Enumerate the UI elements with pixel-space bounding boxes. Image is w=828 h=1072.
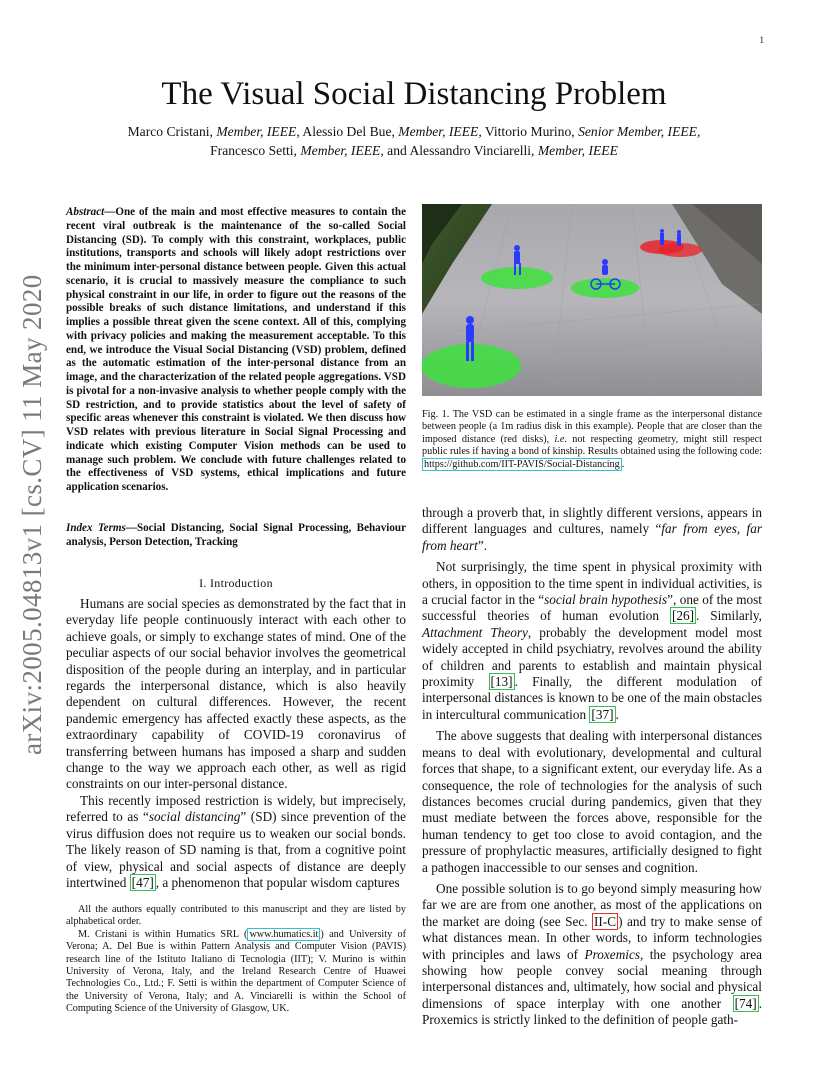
index-terms — [66, 522, 406, 550]
paragraph: The above suggests that dealing with interpersonal distances means to deal with evolutionary, developmental and cultural forces that shape, to a significant extent, our everyday life. As a consequence, the role of technologies for the analysis of such distances becomes crucial during pandemics, given that they must mediate between the forces above, responsible for the human tendency to get too close to avoid contagion, and the pressure of prophylactic measures, artificially designed to fight a pathogen inaccessible to our senses and cognition. — [422, 728, 762, 875]
author-affil: Senior Member, IEEE, — [578, 124, 701, 139]
body-text-right — [422, 505, 762, 1029]
footnote — [66, 904, 406, 1016]
author-affil: Member, IEEE — [537, 143, 618, 158]
author-name: Alessio Del Bue, — [299, 124, 399, 139]
index-terms-label: Index Terms — [66, 522, 126, 534]
author-list — [60, 122, 768, 160]
figure-image — [422, 204, 762, 396]
abstract-text: —One of the main and most effective measures to contain the recent viral outbreak is the maintenance of the so-called Social Distancing (SD). To comply with this constraint, workplaces, public institutions, transports and schools will likely adopt restrictions over the minimum inter-personal distance between people. Given this actual scenario, it is crucial to massively measure the compliance to such physical constraint in our life, in order to figure out the reasons of the possible breaks of such distance limitations, and understand if this implies a possible threat given the scene context. All of this, complying with privacy policies and making the measurement acceptable. To this end, we introduce the Visual Social Distancing (VSD) problem, defined as the automatic estimation of the inter-personal distance from an image, and the characterization of the related people aggregations. VSD is pivotal for a non-invasive analysis to whether people comply with the SD restriction, and to provide statistics about the level of safety of specific areas whenever this constraint is violated. We then discuss how VSD relates with previous literature in Social Signal Processing and indicate which existing Computer Vision methods can be used to manage such problem. We conclude with future challenges related to the effectiveness of VSD systems, ethical implications and future application scenarios. — [66, 206, 406, 493]
citation-link[interactable]: [37] — [591, 706, 614, 722]
citation-link[interactable]: [13] — [490, 674, 513, 690]
paragraph: One possible solution is to go beyond simply measuring how far we are are from one another, as most of the applications on the market are doing (see Sec. II-C ) and try to make sense of what distances mean. In other words, to inform technologies with principles and laws of Proxemics, the psychology area showing how people convey social meaning through interpersonal distances and, ultimately, how social and physical dimensions of space interplay with one another [74] . Proxemics is strictly linked to the definition of people gath- — [422, 880, 762, 1028]
code-link[interactable]: https://github.com/IIT-PAVIS/Social-Distancing — [424, 458, 620, 470]
paragraph: This recently imposed restriction is widely, but imprecisely, referred to as “social distancing” (SD) since prevention of the virus diffusion does not require us to weaken our social bonds. The likely reason of SD naming is that, from a cognitive point of view, physical and social aspects of distance are deeply intertwined [47] , a phenomenon that popular wisdom captures — [66, 792, 406, 890]
author-affil: Member, IEEE, — [398, 124, 482, 139]
citation-link[interactable]: [74] — [734, 995, 757, 1011]
author-affil: Member, IEEE, — [216, 124, 300, 139]
paragraph: Humans are social species as demonstrated by the fact that in everyday life people continuously interact with each other to achieve goals, or simply to exchange states of mind. One of the peculiar aspects of our social behavior involves the geometrical disposition of the people during an interplay, and in particular regards the interpersonal distance, which is also heavily dependent on cultural differences. However, the recent pandemic emergency has affected exactly these aspects, as the extraordinary capability of COVID-19 coronavirus of transferring between humans has imposed a sharp and sudden change to the way we approach each other, as well as rigid constraints on our inter-personal distance. — [66, 596, 406, 792]
section-heading: I. Introduction — [199, 576, 273, 590]
safe-distance-disk — [481, 267, 553, 289]
figure-caption: Fig. 1. The VSD can be estimated in a single frame as the interpersonal distance between people (a 1m radius disk in this example). People that are closer than the imposed distance (red disks), i.e. not respecting geometry, might still respect public rules if having a bond of kinship. Results obtained using the following code: https://github.com/IIT-PAVIS/Social-Distancing . — [422, 409, 762, 470]
index-terms-text: —Social Distancing, Social Signal Processing, Behaviour analysis, Person Detection, Tracking — [66, 522, 406, 548]
intro-text — [66, 596, 406, 891]
author-affil: Member, IEEE, — [300, 143, 384, 158]
footnote-paragraph: M. Cristani is within Humatics SRL ( www.humatics.it ) and University of Verona; A. Del Bue is within Pattern Analysis and Computer Vision (PAVIS) research line of the Istituto Italiano di Tecnologia (IIT); V. Murino is within University of Verona, Italy, and the Ireland Research Centre of Huawei Technologies Co., Ltd.; F. Setti is within the department of Computer Science of the University of Verona, Italy; and A. Vinciarelli is within the School of Computing Science of the University of Glasgow, UK. — [66, 928, 406, 1015]
arxiv-watermark: arXiv:2005.04813v1 [cs.CV] 11 May 2020 — [17, 274, 47, 755]
author-name: Francesco Setti, — [210, 143, 301, 158]
safe-distance-disk — [571, 278, 639, 298]
author-name: and Alessandro Vinciarelli, — [383, 143, 538, 158]
author-line-1 — [60, 122, 768, 141]
figure-label: Fig. 1. — [422, 409, 450, 420]
page-number: 1 — [759, 35, 764, 45]
paper-title: The Visual Social Distancing Problem — [161, 76, 667, 112]
author-line-2 — [60, 141, 768, 160]
citation-link[interactable]: [26] — [671, 608, 695, 624]
paragraph: through a proverb that, in slightly different versions, appears in different languages and cultures, namely “far from eyes, far from heart”. — [422, 505, 763, 553]
author-name: Vittorio Murino, — [481, 124, 579, 139]
website-link[interactable]: www.humatics.it — [249, 928, 319, 940]
citation-link[interactable]: [47] — [131, 874, 154, 890]
section-link[interactable]: II-C — [594, 913, 617, 929]
social-distancing-scene — [422, 204, 762, 396]
paragraph: Not surprisingly, the time spent in physical proximity with others, in opposition to the time spent in individual activities, is a crucial factor in the “social brain hypothesis”, one of the most successful theories of human evolution [26] . Similarly, Attachment Theory, probably the development model most widely accepted in child psychiatry, revolves around the ability of children and parents to establish and maintain physical proximity [13] . Finally, the different modulation of interpersonal distances is known to be one of the main obstacles in intercultural communication [37] . — [422, 559, 762, 722]
abstract-label: Abstract — [66, 206, 105, 218]
abstract — [66, 206, 406, 495]
footnote-paragraph: All the authors equally contributed to this manuscript and they are listed by alphabetical order. — [66, 904, 406, 928]
author-name: Marco Cristani, — [127, 124, 217, 139]
